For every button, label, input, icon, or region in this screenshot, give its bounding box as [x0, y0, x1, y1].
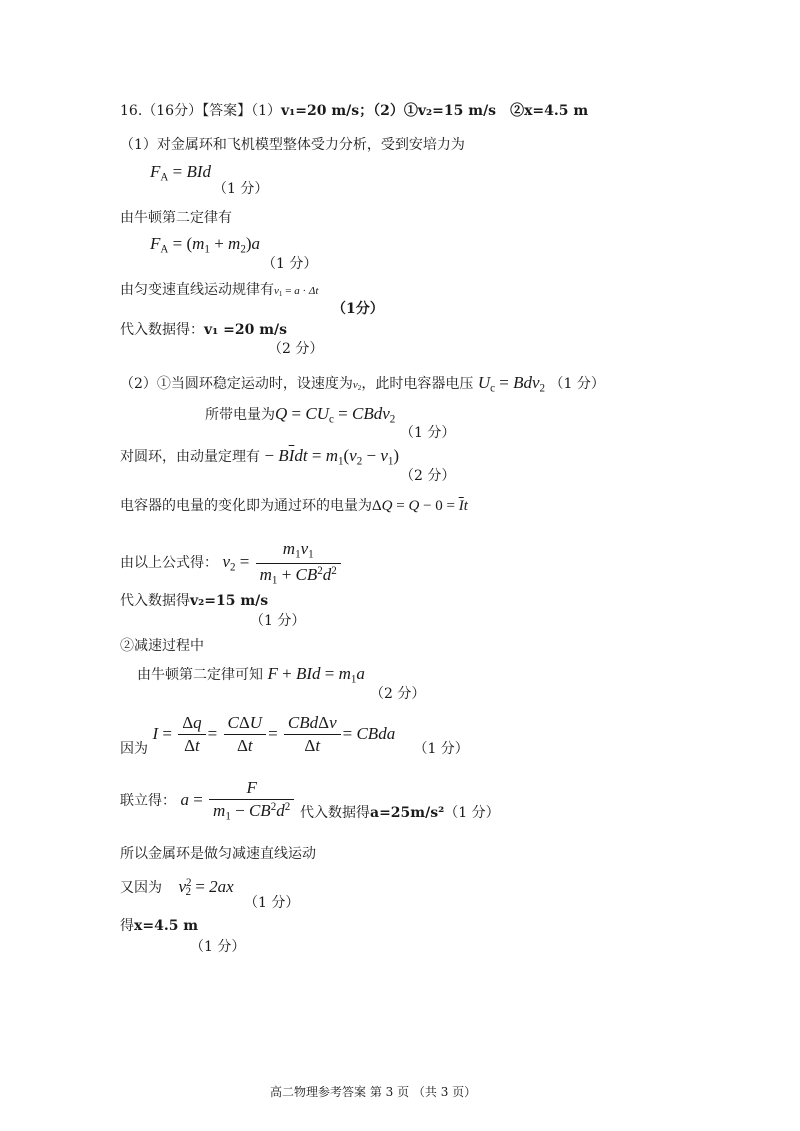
- equation-momentum: − $B\overline{I}dt = m_1(v_2 - v_1)$: [264, 446, 400, 468]
- score: （1分）: [332, 301, 384, 317]
- score: （1 分）: [250, 613, 306, 629]
- part2-intro: （2）①当圆环稳定运动时，设速度为$v_2$，此时电容器电压 $U_c = Bdv_2$ （1 分）: [120, 373, 605, 395]
- equation-newton: $F_A = (m_1 + m_2)a$: [150, 234, 261, 256]
- uniform-decel-text: 所以金属环是做匀减速直线运动: [120, 846, 316, 862]
- substitute-v1: 代入数据得：v₁ =20 m/s: [120, 322, 288, 338]
- equation-q: $Q = CU_c$ = CBdv$_2$: [275, 404, 396, 426]
- equation-dq: $\Delta Q = Q - 0 = \overline{I}t$: [372, 498, 468, 514]
- equation-v1: $v_1 = a \cdot \Delta t$: [274, 285, 319, 299]
- page-footer: 高二物理参考答案 第 3 页 （共 3 页）: [270, 1085, 477, 1099]
- decel-heading: ②减速过程中: [120, 638, 204, 654]
- answer-header: 16.（16分）【答案】（1）v₁=20 m/s；（2）①v₂=15 m/s ②x=4.5 m: [120, 103, 589, 119]
- score: （1 分）: [244, 895, 300, 911]
- substitute-v2: 代入数据得v₂=15 m/s: [120, 593, 269, 609]
- also-line: 又因为 $v^2_2 = 2ax$: [120, 877, 234, 899]
- score: （1 分）: [262, 256, 318, 272]
- score: （1 分）: [190, 939, 246, 955]
- equation-fa: $F_A$ = BId: [150, 162, 212, 184]
- score: （2 分）: [400, 468, 456, 484]
- newton-law-text: 由牛顿第二定律有: [120, 210, 232, 226]
- equation-uc: $U_c = Bdv_2$: [477, 373, 546, 395]
- uniform-motion-text: 由匀变速直线运动规律有$v_1 = a \cdot \Delta t$: [120, 282, 319, 299]
- newton2-line: 由牛顿第二定律可知 F + BId = $m_1a$: [137, 664, 365, 686]
- because-line: 因为 I = $\frac{\Delta q}{\Delta t}$ = $\frac{\text{CΔU}}{\Delta t}$ = $\frac{\text{CBdΔv}}{\Delta t}$ = CBda （1 分）: [120, 713, 469, 757]
- combine-line: 联立得： a = $\frac{F}{m_1 - CB^2d^2}$: [120, 778, 296, 824]
- momentum-line: 对圆环，由动量定理有 − $B\overline{I}dt = m_1(v_2 - v_1)$: [120, 446, 400, 468]
- score: （1 分）: [400, 425, 456, 441]
- part1-intro: （1）对金属环和飞机模型整体受力分析，受到安培力为: [120, 137, 465, 153]
- equation-v2: $v_2$ = $\frac{m_1v_1}{m_1 + CB^2d^2}$: [222, 552, 342, 571]
- charge-change-line: 电容器的电量的变化即为通过环的电量为$\Delta Q = Q - 0 = \overline{I}t$: [120, 498, 468, 514]
- equation-v2sq: $v^2_2 = 2ax$: [178, 877, 234, 899]
- final-x-line: 得x=4.5 m: [120, 918, 199, 934]
- equation-fbid: F + BId = $m_1a$: [267, 664, 365, 686]
- score: （1 分）: [213, 181, 269, 197]
- score: （2 分）: [268, 341, 324, 357]
- substitute-a: 代入数据得a=25m/s²（1 分）: [300, 805, 500, 821]
- charge-line: 所带电量为$Q = CU_c$ = CBdv$_2$: [205, 404, 396, 426]
- equation-a: a = $\frac{F}{m_1 - CB^2d^2}$: [180, 790, 296, 809]
- score: （2 分）: [370, 686, 426, 702]
- equation-i: I = $\frac{\Delta q}{\Delta t}$ = $\frac{\text{CΔU}}{\Delta t}$ = $\frac{\text{CBdΔv}}{\Delta t}$ = CBda: [152, 713, 400, 756]
- from-above-line: 由以上公式得： $v_2$ = $\frac{m_1v_1}{m_1 + CB^2d^2}$: [120, 539, 343, 587]
